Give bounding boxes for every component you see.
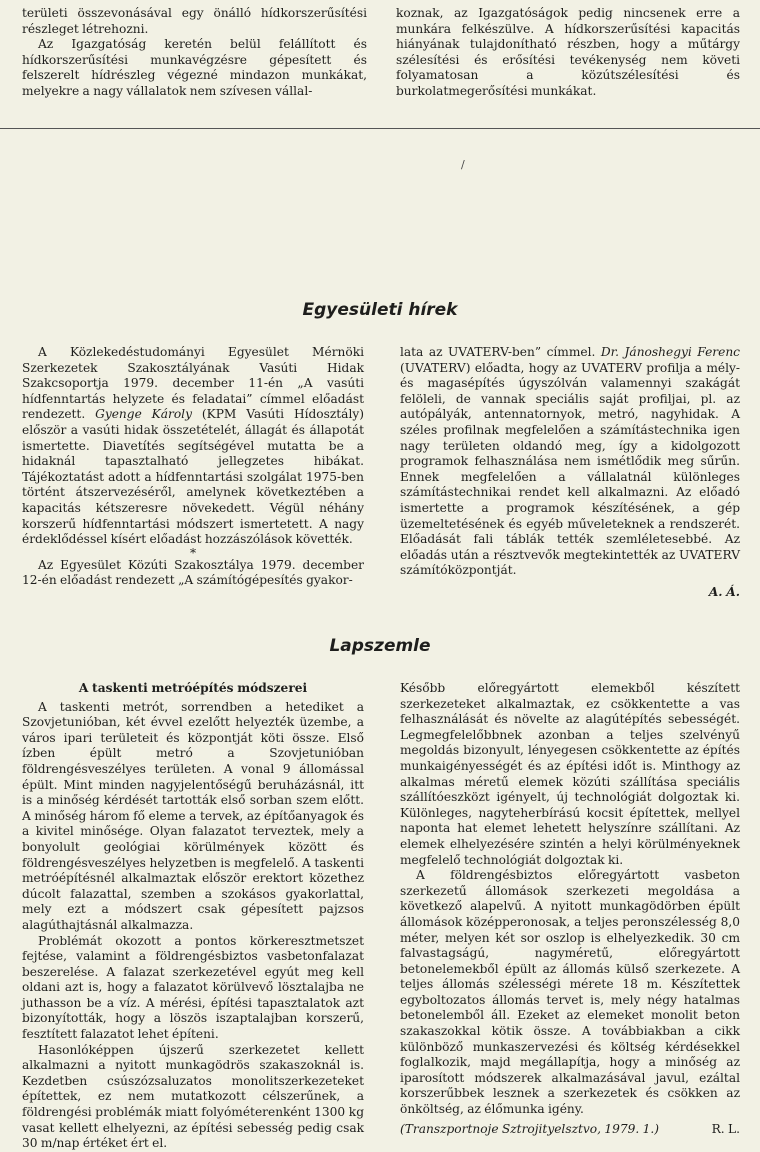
lapszemle-right-column bbox=[400, 681, 740, 1137]
reviewer-signature: R. L. bbox=[711, 1121, 740, 1136]
article-title: A taskenti metróépítés módszerei bbox=[78, 681, 308, 695]
source-line bbox=[400, 1122, 740, 1138]
article-paragraph-3: Hasonlóképpen újszerű szerkezetet kellett alkalmazni a nyitott munkagödrös szakaszoknál is. Kezdetben csúszózsaluzatos monolitszerkezeteket építettek, ez nem mutatkozott célszerűnek, a földrengési problémák miatt folyóméterenként 1300 kg vasat kellett elhelyezni, az építési sebesség pedig csak 30 m/nap értéket ért el. bbox=[22, 1042, 364, 1151]
egyesuleti-right-column bbox=[400, 345, 740, 601]
section-divider bbox=[0, 128, 760, 129]
source-citation: (Transzportnoje Sztrojityelsztvo, 1979. 1.) bbox=[400, 1121, 660, 1136]
speaker-name: Dr. Jánoshegyi Ferenc bbox=[600, 345, 741, 359]
page-mark: / bbox=[461, 158, 465, 171]
top-left-column bbox=[22, 6, 367, 100]
lapszemle-left-column bbox=[22, 681, 364, 1152]
egyesuleti-news-1: A Közlekedéstudományi Egyesület Mérnöki Szerkezetek Szakosztályának Vasúti Hidak Szakcsoportja 1979. december 11-én „A vasúti hídfenntartás helyzete és feladatai” címmel előadást rendezett. Gyenge Károly (KPM Vasúti Hídosztály) először a vasúti hidak összetételét, állagát és állapotát ismertette. Diavetítés segítségével mutatta be a hidaknál tapasztalható jellegzetes hibákat. Tájékoztatást adott a hídfenntartási szolgálat 1975-ben történt átszervezéséről, amelynek következtében a kapacitás kétszeresre növekedett. Végül néhány korszerű hídfenntartási módszert ismertetett. A nagy érdeklődéssel kísért előadást hozzászólások követték. bbox=[22, 345, 364, 547]
article-paragraph-5: A földrengésbiztos előregyártott vasbeton szerkezetű állomások szerkezeti megoldása a következő alapelvű. A nyitott munkagödörben épült állomások középperonosak, a teljes peronszélesség 8,0 méter, melyen két sor oszlop is elhelyezkedik. 30 cm falvastagságú, nagyméretű, előregyártott betonelemekből épült az állomás külső szerkezete. A teljes állomás szélességi mérete 18 m. Készítettek egyboltozatos állomás tervet is, mely négy hatalmas betonelemből áll. Ezeket az elemeket monolit beton szakaszokkal kötik össze. A továbbiakban a cikk különböző munkaszervezési és költség kérdésekkel foglalkozik, majd megállapítja, hogy a minőség az iparosított módszerek alkalmazásával javul, ezáltal korszerűbbek lesznek a szerkezetek és csökken az önköltség, az élőmunka igény. bbox=[400, 868, 740, 1117]
speaker-name: Gyenge Károly bbox=[95, 407, 192, 422]
article-paragraph-1: A taskenti metrót, sorrendben a hetediket a Szovjetunióban, két évvel ezelőtt helyezték üzembe, a város ipari területeit és központját köti össze. Első ízben épült metró a Szovjetunióban földrengésveszélyes területen. A vonal 9 állomással épült. Mint minden nagyjelentőségű beruházásnál, itt is a minőség kérdését tartották első sorban szem előtt. A minőség három fő eleme a tervek, az építőanyagok és a kivitel minősége. Olyan falazatot terveztek, mely a bonyolult geológiai körülmények között és földrengésveszélyes helyzetben is megfelelő. A taskenti metróépítésnél alkalmaztak először erektort közethez dúcolt falazattal, szemben a szokásos gyakorlattal, mely ezt a módszert csak gépesített pajzsos alagúthajtásnál alkalmazza. bbox=[22, 699, 364, 932]
article-paragraph-4: Később előregyártott elemekből készített szerkezeteket alkalmaztak, ez csökkentette a vas felhasználását és növelte az alagútépítés sebességét. Legmegfelelőbbnek azonban a teljes szelvényű megoldás bizonyult, lényegesen csökkentette az építés munkaigényességét és az építési időt is. Minthogy az alkalmas méretű elemek közúti szállítása speciális szállítóeszközt igényelt, új technológiát dolgoztak ki. Különleges, nagyteherbírású kocsit építettek, mellyel naponta hat elemet lehetett helyszínre szállítani. Az elemek elhelyezésére szintén a helyi körülményeknek megfelelő technológiát dolgoztak ki. bbox=[400, 681, 740, 867]
egyesuleti-title: Egyesületi hírek bbox=[302, 300, 458, 320]
top-right-column bbox=[396, 6, 740, 100]
egyesuleti-news-2-continued: lata az UVATERV-ben” címmel. Dr. Jánoshegyi Ferenc (UVATERV) előadta, hogy az UVATERV profilja a mély- és magasépítés úgyszólván valamennyi szakágát felöleli, de vannak speciális saját profiljai, pl. az autópályák, antennatornyok, metró, nagyhidak. A széles profilnak megfelelően a számítástechnika igen nagy területen oldandó meg, így a kidolgozott programok felhasználása nem ismétlődik meg sűrűn. Ennek megfelelően a vállalatnál különleges számítástechnikai rendet kell alkalmazni. Az előadó ismertette a programok készítésének, a gép üzemeltetésének és egyéb műveleteknek a rendszerét. Előadását fali táblák tették szemléletesebbé. Az előadás után a résztvevők megtekintették az UVATERV számítóközpontját. bbox=[400, 345, 741, 578]
separator-star: * bbox=[189, 545, 197, 560]
top-left-paragraph-1: területi összevonásával egy önálló hídkorszerűsítési részleget létrehozni. bbox=[22, 6, 367, 36]
author-signature: A. Á. bbox=[708, 584, 740, 599]
top-right-paragraph-1: koznak, az Igazgatóságok pedig nincsenek erre a munkára felkészülve. A hídkorszerűsítési kapacitás hiányának tulajdonítható részben, hogy a műtárgy szélesítési és erősítési tevékenység nem követi folyamatosan a közútszélesítési és burkolatmegerősítési munkákat. bbox=[396, 6, 740, 98]
egyesuleti-news-2: Az Egyesület Közúti Szakosztálya 1979. december 12-én előadást rendezett „A számítógépesítés gyakor- bbox=[22, 557, 364, 588]
egyesuleti-left-column bbox=[22, 345, 364, 589]
lapszemle-title: Lapszemle bbox=[329, 636, 431, 656]
top-left-paragraph-2: Az Igazgatóság keretén belül felállított és hídkorszerűsítési munkavégzésre gépesített és felszerelt hídrészleg végezné mindazon munkákat, melyekre a nagy vállalatok nem szívesen vállal- bbox=[22, 37, 367, 98]
article-paragraph-2: Problémát okozott a pontos körkeresztmetszet fejtése, valamint a földrengésbiztos vasbetonfalazat beszerelése. A falazat szerkezetével egyút meg kell oldani azt is, hogy a falazatot körülvevő lösztalajba ne juthasson be a víz. A mérési, építési tapasztalatok azt bizonyították, hogy a löszös iszaptalajban korszerű, fesztített falazatot lehet építeni. bbox=[22, 933, 364, 1042]
